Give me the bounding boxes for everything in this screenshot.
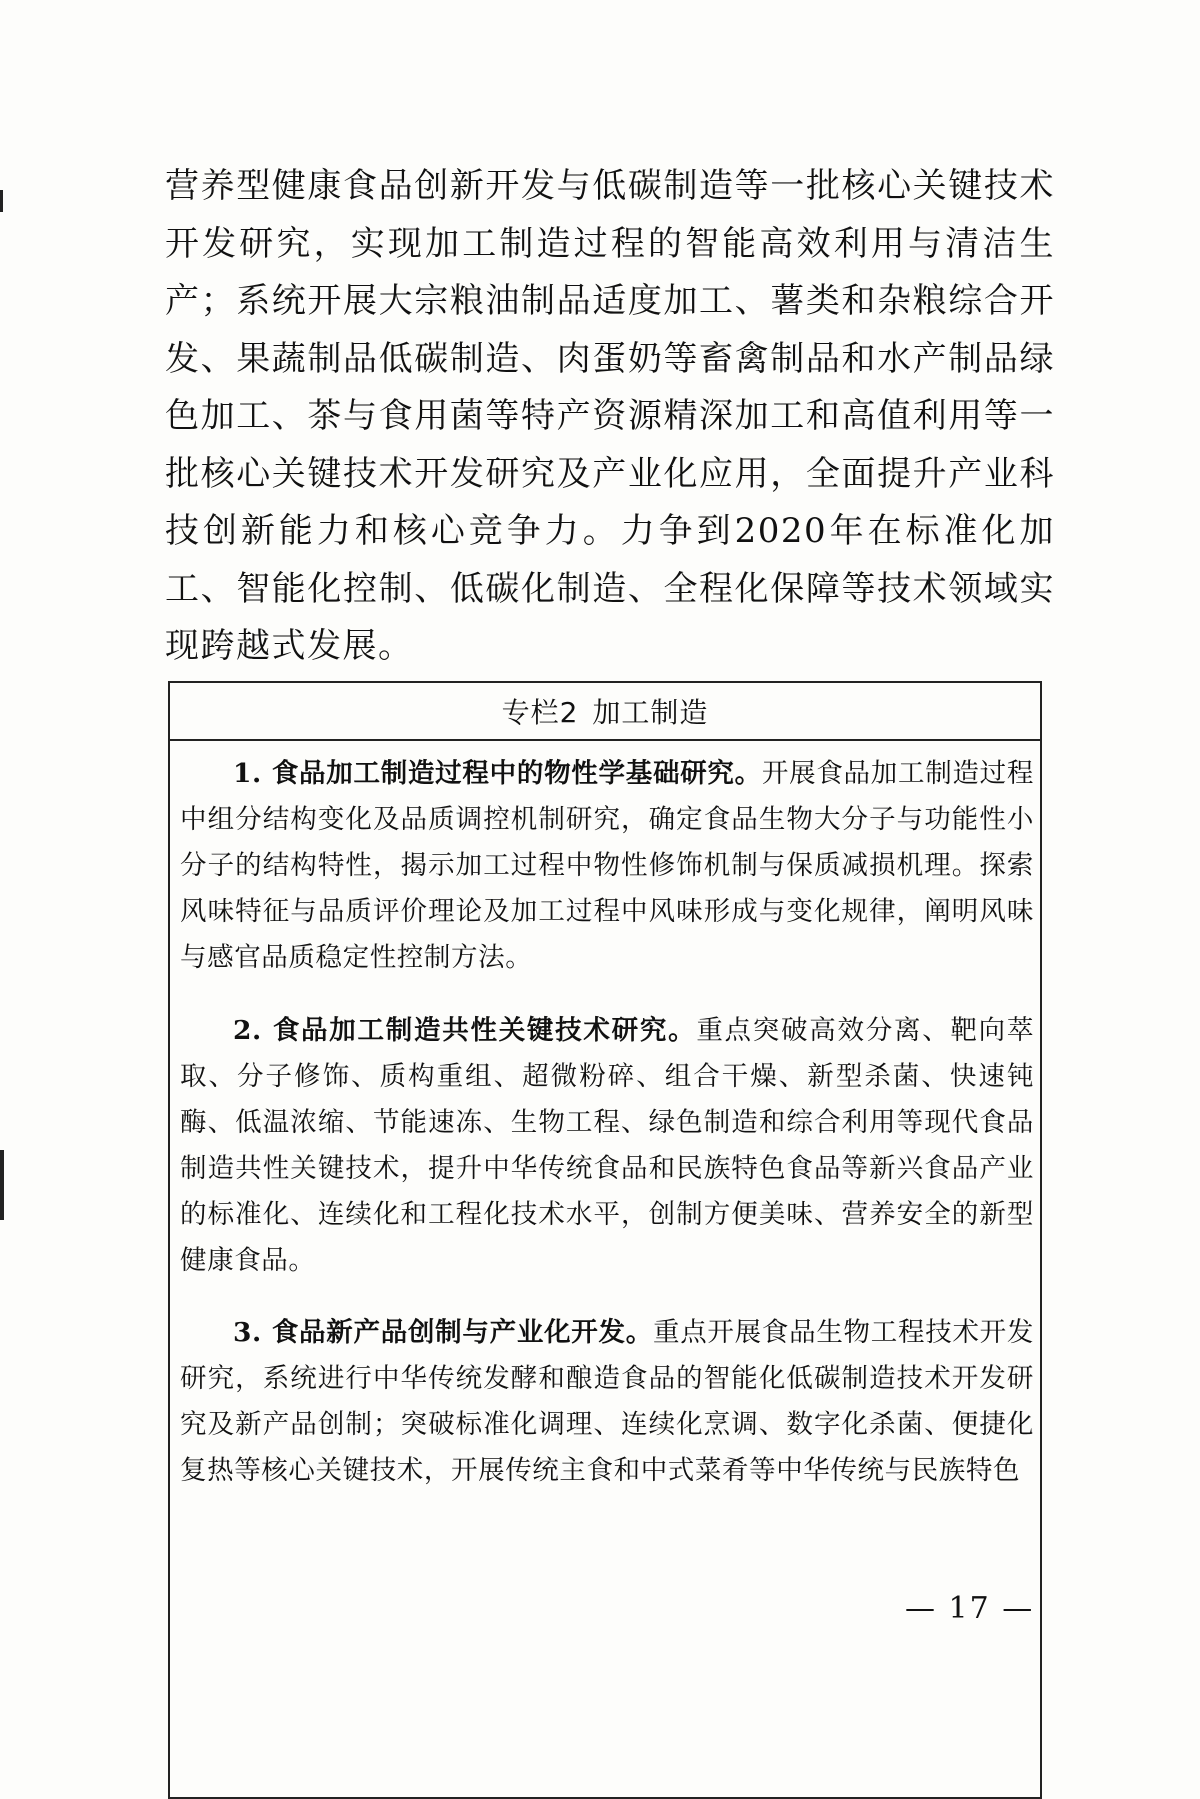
box-item — [180, 1008, 1034, 1284]
sidebar-box — [168, 681, 1042, 1799]
scan-edge-mark — [0, 1150, 4, 1220]
box-item-text: 重点突破高效分离、靶向萃取、分子修饰、质构重组、超微粉碎、组合干燥、新型杀菌、快速钝酶、低温浓缩、节能速冻、生物工程、绿色制造和综合利用等现代食品制造共性关键技术，提升中华传统食品和民族特色食品等新兴食品产业的标准化、连续化和工程化技术水平，创制方便美味、营养安全的新型健康食品。 — [180, 1014, 1034, 1276]
box-item-text: 重点开展食品生物工程技术开发研究，系统进行中华传统发酵和酿造食品的智能化低碳制造技术开发研究及新产品创制；突破标准化调理、连续化烹调、数字化杀菌、便捷化复热等核心关键技术，开展传统主食和中式菜肴等中华传统与民族特色 — [180, 1317, 1034, 1486]
box-item — [180, 751, 1034, 981]
box-body — [170, 741, 1040, 1494]
box-item-text: 开展食品加工制造过程中组分结构变化及品质调控机制研究，确定食品生物大分子与功能性小分子的结构特性，揭示加工过程中物性修饰机制与保质减损机理。探索风味特征与品质评价理论及加工过程中风味形成与变化规律，阐明风味与感官品质稳定性控制方法。 — [180, 758, 1034, 973]
box-title-main: 加工制造 — [592, 696, 709, 729]
box-item-heading: 3. 食品新产品创制与产业化开发。 — [233, 1317, 653, 1348]
body-paragraph: 营养型健康食品创新开发与低碳制造等一批核心关键技术开发研究，实现加工制造过程的智能高效利用与清洁生产；系统开展大宗粮油制品适度加工、薯类和杂粮综合开发、果蔬制品低碳制造、肉蛋奶等畜禽制品和水产制品绿色加工、茶与食用菌等特产资源精深加工和高值利用等一批核心关键技术开发研究及产业化应用，全面提升产业科技创新能力和核心竞争力。力争到2020年在标准化加工、智能化控制、低碳化制造、全程化保障等技术领域实现跨越式发展。 — [165, 166, 1055, 666]
scan-edge-mark — [0, 190, 3, 212]
box-item — [180, 1310, 1034, 1494]
box-item-heading: 2. 食品加工制造共性关键技术研究。 — [233, 1014, 697, 1046]
box-title-prefix: 专栏2 — [501, 696, 579, 729]
box-item-heading: 1. 食品加工制造过程中的物性学基础研究。 — [233, 758, 762, 789]
page-number: — 17 — — [905, 1591, 1035, 1626]
box-title — [170, 683, 1040, 741]
